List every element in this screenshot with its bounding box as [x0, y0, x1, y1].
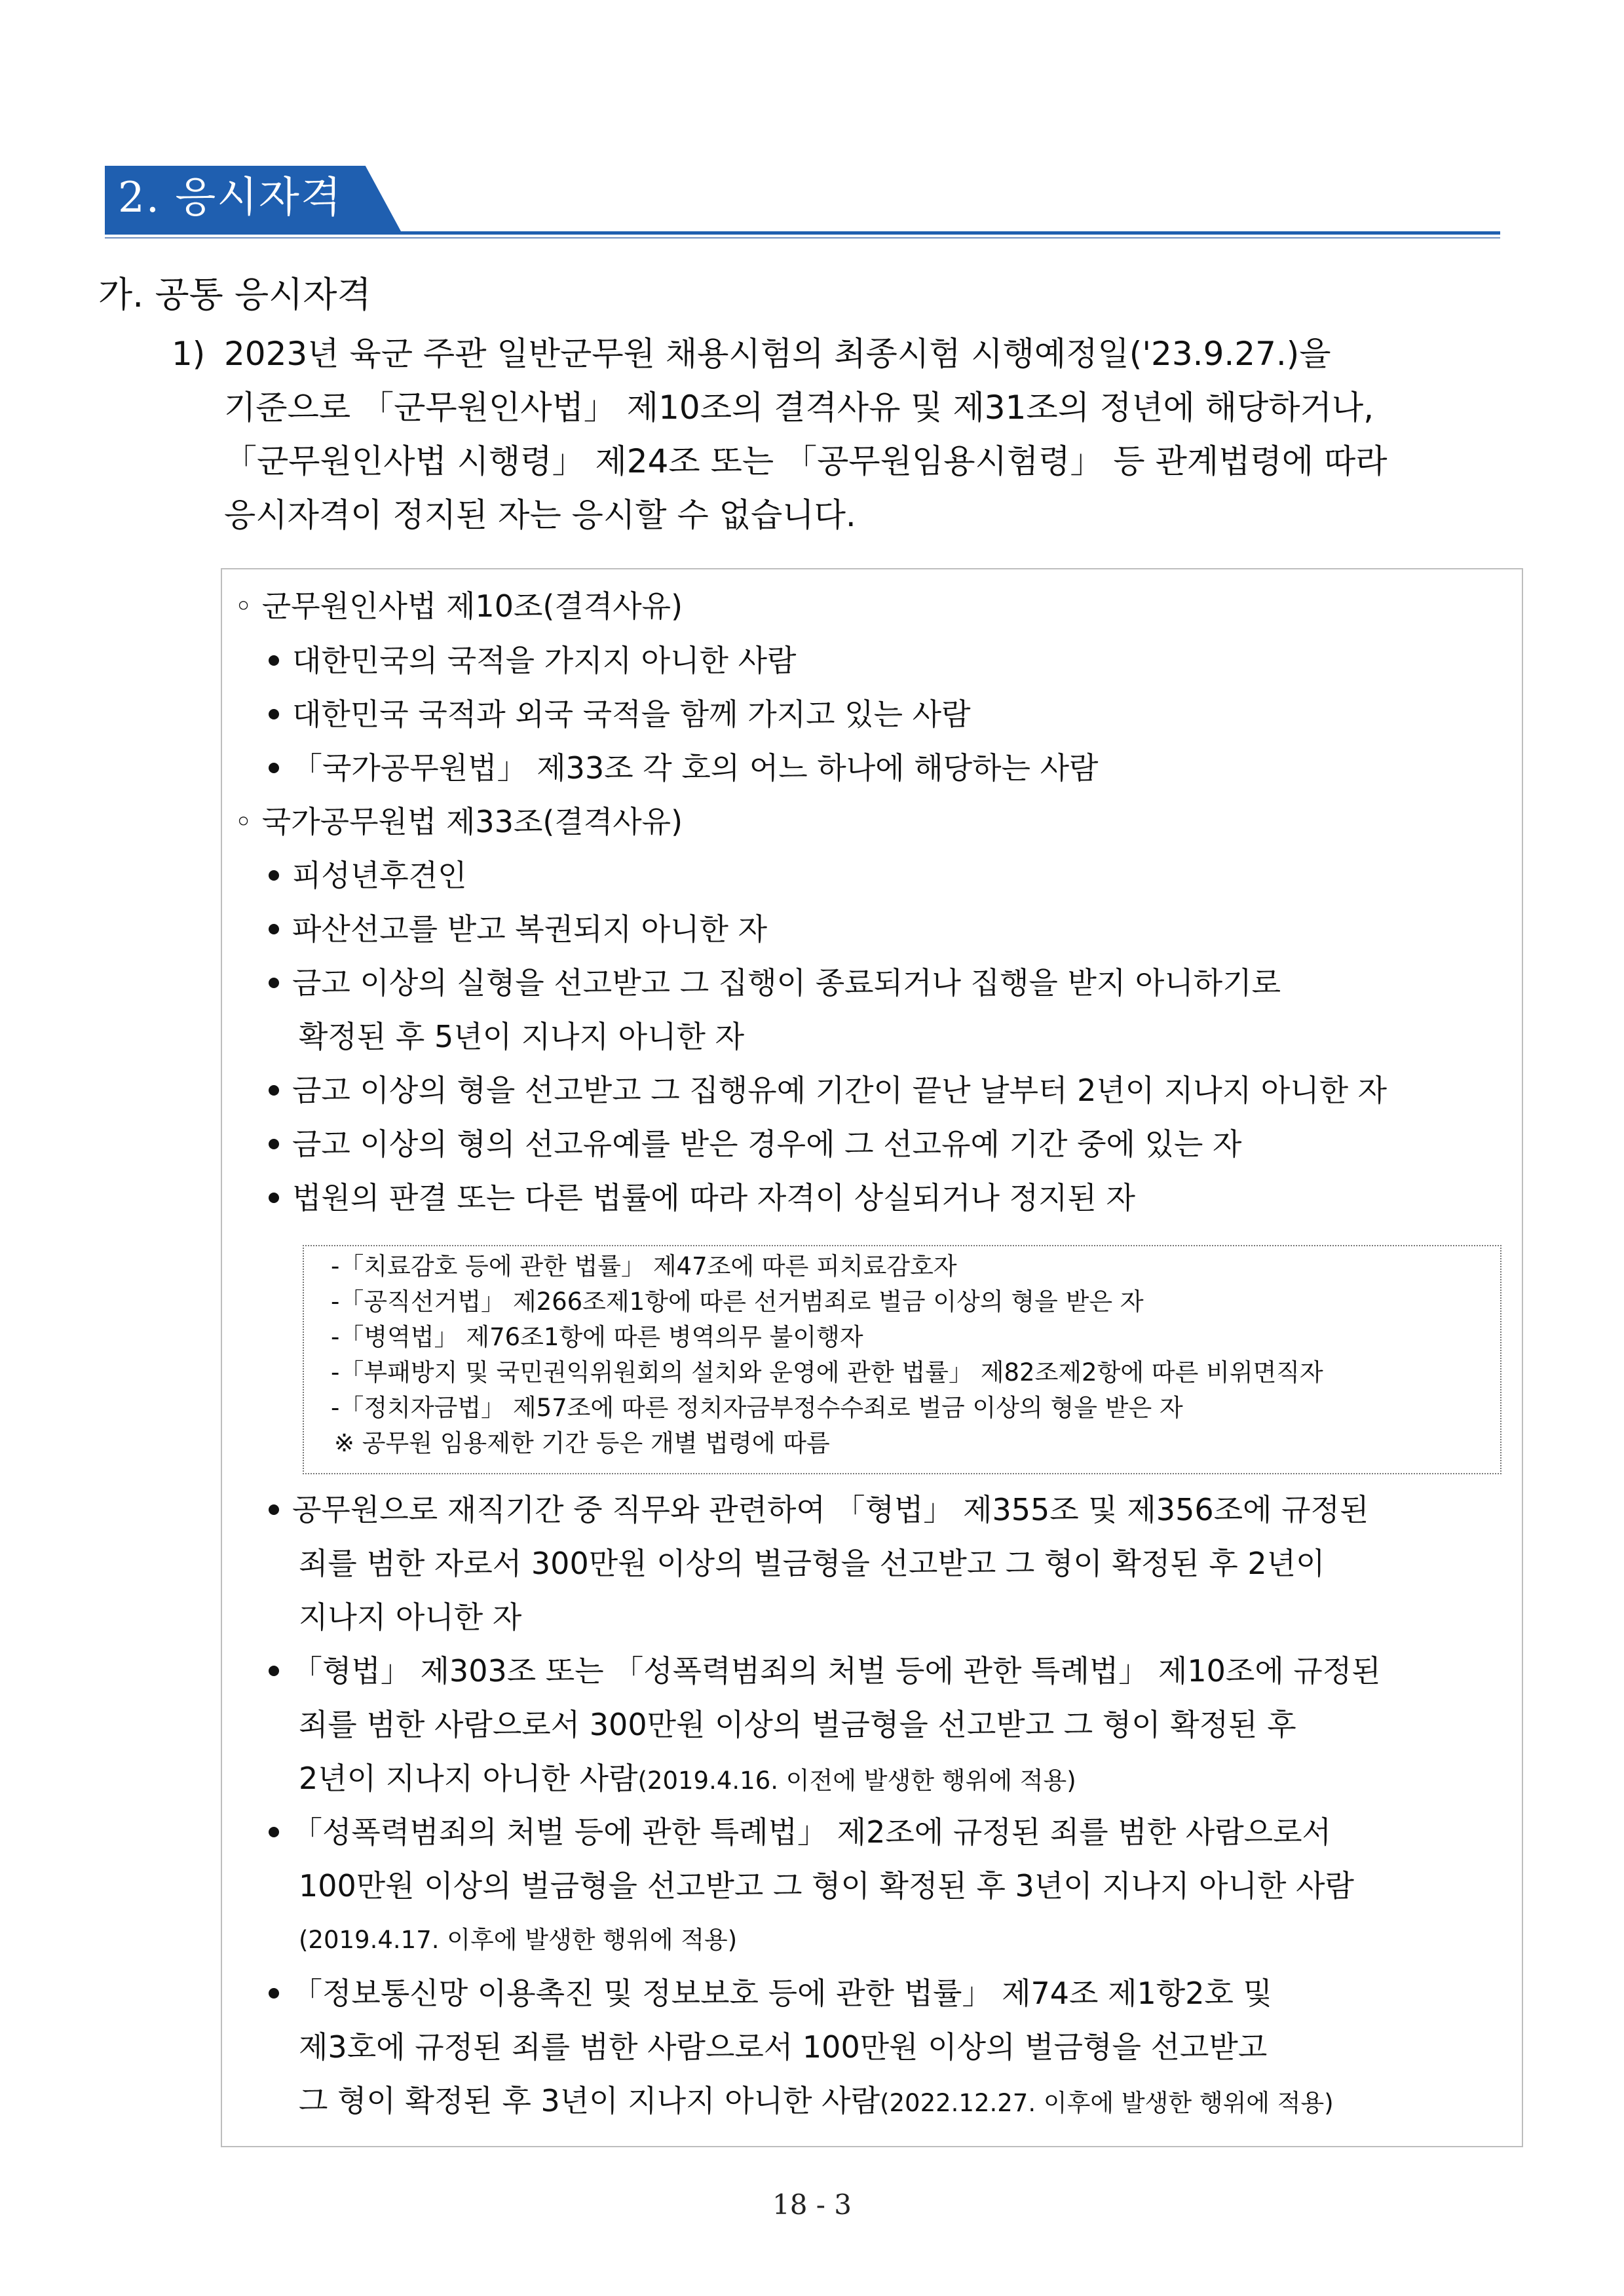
- bullet-icon: [269, 978, 279, 988]
- date-note: (2022.12.27. 이후에 발생한 행위에 적용): [880, 2089, 1334, 2117]
- list-item: 공무원으로 재직기간 중 직무와 관련하여 「형법」 제355조 및 제356조에 규정된: [269, 1491, 1369, 1528]
- list-item: 법원의 판결 또는 다른 법률에 따라 자격이 상실되거나 정지된 자: [269, 1179, 1135, 1216]
- section-rule-thin: [105, 237, 1500, 239]
- bullet-icon: [269, 1139, 279, 1149]
- bullet-icon: [269, 1666, 279, 1676]
- list-item: 금고 이상의 실형을 선고받고 그 집행이 종료되거나 집행을 받지 아니하기로: [269, 965, 1281, 1001]
- list-item-cont: 죄를 범한 사람으로서 300만원 이상의 벌금형을 선고받고 그 형이 확정된 후: [299, 1707, 1296, 1742]
- list-item: 「정보통신망 이용촉진 및 정보보호 등에 관한 법률」 제74조 제1항2호 및: [269, 1975, 1272, 2012]
- item1-line2: 기준으로 「군무원인사법」 제10조의 결격사유 및 제31조의 정년에 해당하거나,: [224, 389, 1374, 427]
- subsection-heading: 가. 공통 응시자격: [98, 274, 371, 315]
- list-item-cont: 확정된 후 5년이 지나지 아니한 자: [299, 1019, 745, 1054]
- bullet-icon: [269, 1988, 279, 1999]
- section-rule: [105, 231, 1500, 235]
- bullet-icon: [269, 709, 279, 719]
- sub-note-line: ※ 공무원 임용제한 기간 등은 개별 법령에 따름: [334, 1429, 830, 1457]
- list-item: 피성년후견인: [269, 857, 467, 894]
- bullet-icon: [269, 763, 279, 773]
- bullet-icon: [269, 1827, 279, 1837]
- sub-note-line: -「정치자금법」 제57조에 따른 정치자금부정수수죄로 벌금 이상의 형을 받은 자: [331, 1394, 1183, 1422]
- list-item: 대한민국 국적과 외국 국적을 함께 가지고 있는 사람: [269, 696, 971, 733]
- list-item-cont: 100만원 이상의 벌금형을 선고받고 그 형이 확정된 후 3년이 지나지 아니한 사람: [299, 1868, 1354, 1904]
- item-number: 1): [172, 335, 206, 373]
- sub-note-line: -「병역법」 제76조1항에 따른 병역의무 불이행자: [331, 1323, 863, 1351]
- list-item: 금고 이상의 형을 선고받고 그 집행유예 기간이 끝난 날부터 2년이 지나지 아니한 자: [269, 1072, 1387, 1109]
- list-item-cont: 지나지 아니한 자: [299, 1599, 522, 1635]
- date-note: (2019.4.17. 이후에 발생한 행위에 적용): [299, 1926, 738, 1954]
- group1-title: ◦ 군무원인사법 제10조(결격사유): [235, 588, 683, 624]
- list-item-cont: 그 형이 확정된 후 3년이 지나지 아니한 사람(2022.12.27. 이후에 발생한 행위에 적용): [299, 2083, 1334, 2118]
- date-note: (2019.4.16. 이전에 발생한 행위에 적용): [637, 1767, 1076, 1795]
- sub-note-line: -「공직선거법」 제266조제1항에 따른 선거범죄로 벌금 이상의 형을 받은 자: [331, 1288, 1144, 1316]
- item1-line4: 응시자격이 정지된 자는 응시할 수 없습니다.: [224, 496, 856, 534]
- bullet-icon: [269, 655, 279, 666]
- bullet-icon: [269, 924, 279, 934]
- list-item: 파산선고를 받고 복권되지 아니한 자: [269, 911, 767, 947]
- list-item-cont: 제3호에 규정된 죄를 범한 사람으로서 100만원 이상의 벌금형을 선고받고: [299, 2029, 1268, 2065]
- bullet-icon: [269, 1504, 279, 1515]
- bullet-icon: [269, 1085, 279, 1096]
- page-number: 18 - 3: [772, 2189, 852, 2221]
- bullet-icon: [269, 870, 279, 881]
- list-item: 금고 이상의 형의 선고유예를 받은 경우에 그 선고유예 기간 중에 있는 자: [269, 1126, 1242, 1162]
- list-item-cont: 죄를 범한 자로서 300만원 이상의 벌금형을 선고받고 그 형이 확정된 후 2년이: [299, 1546, 1325, 1581]
- item1-line1: 2023년 육군 주관 일반군무원 채용시험의 최종시험 시행예정일('23.9.27.)을: [224, 335, 1331, 373]
- list-item-cont: 2년이 지나지 아니한 사람(2019.4.16. 이전에 발생한 행위에 적용): [299, 1761, 1076, 1796]
- list-item: 「형법」 제303조 또는 「성폭력범죄의 처벌 등에 관한 특례법」 제10조에 규정된: [269, 1653, 1381, 1689]
- section-title: 2. 응시자격: [118, 174, 343, 222]
- list-item: 「성폭력범죄의 처벌 등에 관한 특례법」 제2조에 규정된 죄를 범한 사람으로서: [269, 1814, 1331, 1850]
- list-item: 「국가공무원법」 제33조 각 호의 어느 하나에 해당하는 사람: [269, 750, 1098, 786]
- item1-line3: 「군무원인사법 시행령」 제24조 또는 「공무원임용시험령」 등 관계법령에 따라: [224, 442, 1388, 480]
- bullet-icon: [269, 1193, 279, 1203]
- list-item: 대한민국의 국적을 가지지 아니한 사람: [269, 642, 796, 679]
- group2-title: ◦ 국가공무원법 제33조(결격사유): [235, 804, 683, 839]
- sub-note-line: -「부패방지 및 국민권익위원회의 설치와 운영에 관한 법률」 제82조제2항에 따른 비위면직자: [331, 1358, 1323, 1387]
- sub-note-line: -「치료감호 등에 관한 법률」 제47조에 따른 피치료감호자: [331, 1252, 957, 1280]
